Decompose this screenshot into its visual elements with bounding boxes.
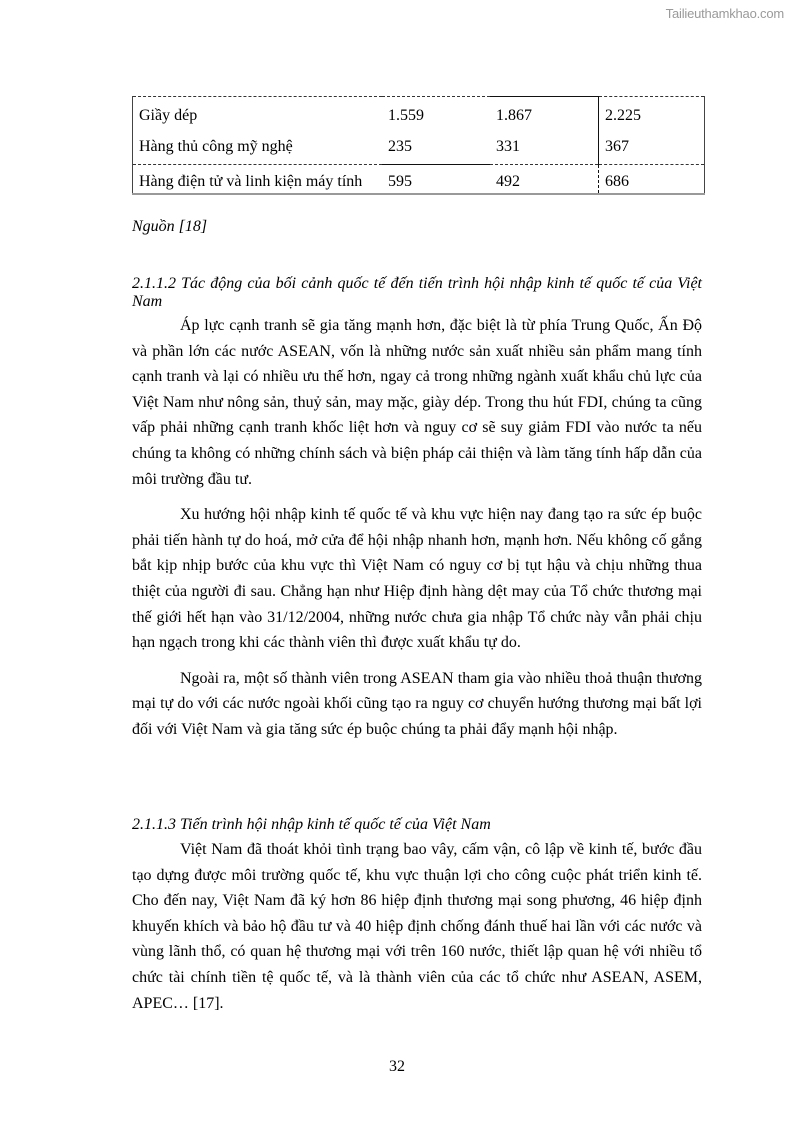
section-heading: 2.1.1.3 Tiến trình hội nhập kinh tế quốc tế của Việt Nam	[132, 816, 491, 833]
table-cell-value: 1.867	[490, 97, 599, 132]
table-row	[133, 131, 705, 165]
paragraph: Xu hướng hội nhập kinh tế quốc tế và khu vực hiện nay đang tạo ra sức ép buộc phải tiến hành tự do hoá, mở cửa để hội nhập nhanh hơn, mạnh hơn. Nếu không cố gắng bắt kịp nhịp bước của khu vực thì Việt Nam có nguy cơ bị tụt hậu và chịu những thua thiệt của người đi sau. Chẳng hạn như Hiệp định hàng dệt may của Tổ chức thương mại thế giới hết hạn vào 31/12/2004, những nước chưa gia nhập Tổ chức này vẫn phải chịu hạn ngạch trong khi các thành viên thì được xuất khẩu tự do.	[132, 506, 702, 652]
section-2-1-1-3	[132, 812, 702, 1016]
table-cell-value: 492	[490, 165, 599, 195]
table-cell-value: 2.225	[599, 97, 705, 132]
table-cell-value: 595	[382, 165, 490, 195]
watermark: Tailieuthamkhao.com	[665, 6, 784, 21]
paragraph: Áp lực cạnh tranh sẽ gia tăng mạnh hơn, đặc biệt là từ phía Trung Quốc, Ấn Độ và phần lớn các nước ASEAN, vốn là những nước sản xuất nhiều sản phẩm mang tính cạnh tranh và lại có nhiều ưu thế hơn, ngay cả trong những ngành xuất khẩu chủ lực của Việt Nam như nông sản, thuỷ sản, may mặc, giày dép. Trong thu hút FDI, chúng ta cũng vấp phải những cạnh tranh khốc liệt hơn và nguy cơ sẽ suy giảm FDI vào nước ta nếu chúng ta không có những chính sách và biện pháp cải thiện và làm tăng tính hấp dẫn của môi trường đầu tư.	[132, 317, 702, 488]
table-cell-value: 235	[388, 138, 412, 155]
table-cell-value: 1.559	[382, 97, 490, 132]
table-cell-label	[133, 165, 383, 195]
paragraph: Ngoài ra, một số thành viên trong ASEAN tham gia vào nhiều thoả thuận thương mại tự do với các nước ngoài khối cũng tạo ra nguy cơ chuyển hướng thương mại bất lợi đối với Việt Nam và gia tăng sức ép buộc chúng ta phải đẩy mạnh hội nhập.	[132, 669, 702, 738]
export-table	[132, 96, 705, 195]
page-number: 32	[389, 1058, 405, 1075]
table-cell-label-text: Hàng điện tử và linh kiện máy tính	[139, 173, 363, 190]
table-cell-value: 686	[599, 165, 705, 195]
section-2-1-1-2	[132, 275, 702, 743]
table-cell-label: Hàng thủ công mỹ nghệ	[133, 131, 383, 165]
table-cell-value: 367	[599, 131, 705, 165]
table-cell-label: Giầy dép	[133, 97, 383, 132]
table-row	[133, 97, 705, 132]
table-row	[133, 165, 705, 195]
table-source: Nguồn [18]	[132, 218, 208, 235]
section-heading: 2.1.1.2 Tác động của bối cảnh quốc tế đến tiến trình hội nhập kinh tế quốc tế của Việt Nam	[132, 275, 702, 310]
table-cell-value: 331	[496, 138, 520, 155]
paragraph: Việt Nam đã thoát khỏi tình trạng bao vây, cấm vận, cô lập về kinh tế, bước đầu tạo dựng được môi trường quốc tế, khu vực thuận lợi cho công cuộc phát triển kinh tế. Cho đến nay, Việt Nam đã ký hơn 86 hiệp định thương mại song phương, 46 hiệp định khuyến khích và bảo hộ đầu tư và 40 hiệp định chống đánh thuế hai lần với các nước và vùng lãnh thổ, có quan hệ thương mại với trên 160 nước, thiết lập quan hệ với nhiều tổ chức tài chính tiền tệ quốc tế, và là thành viên của các tổ chức như ASEAN, ASEM, APEC… [17].	[132, 841, 702, 1012]
